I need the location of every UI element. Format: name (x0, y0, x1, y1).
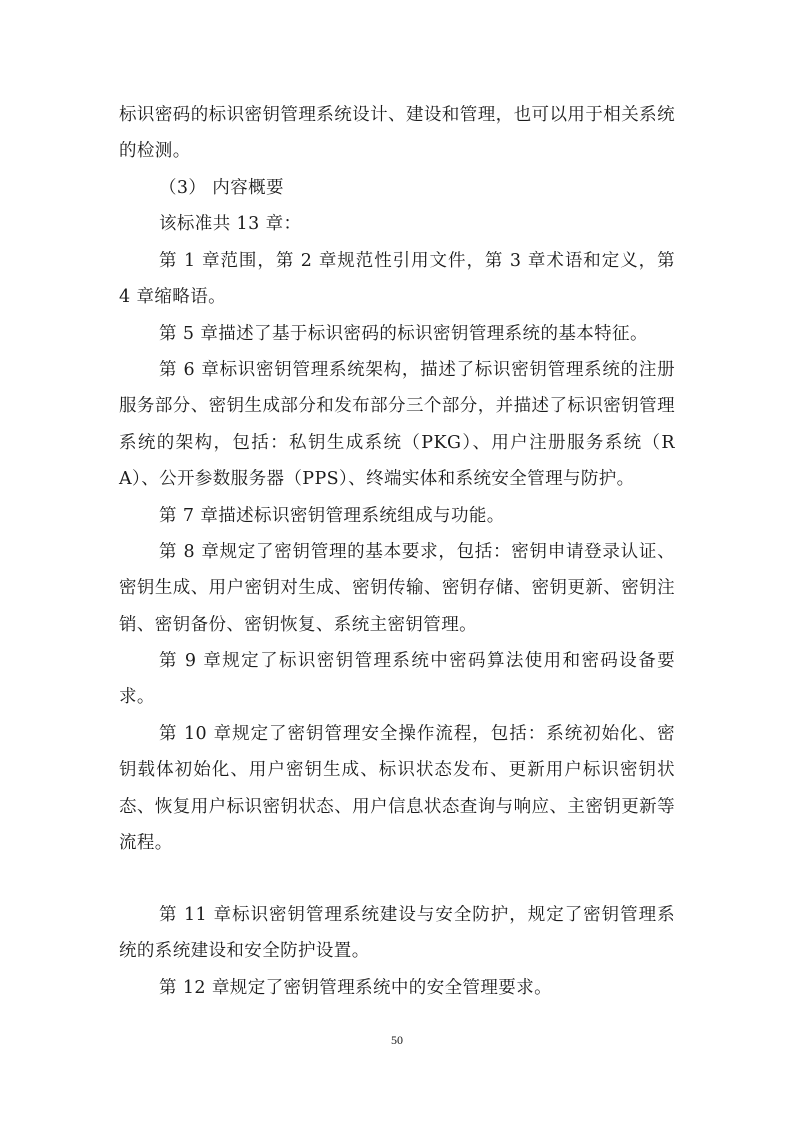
paragraph-chapter-10: 第 10 章规定了密钥管理安全操作流程，包括：系统初始化、密钥载体初始化、用户密钥生成、标识状态发布、更新用户标识密钥状态、恢复用户标识密钥状态、用户信息状态查询与响应、主密钥更新等流程。 (119, 724, 675, 854)
section-heading-content-summary: （3） 内容概要 (159, 178, 284, 198)
paragraph-chapters-1-4: 第 1 章范围，第 2 章规范性引用文件，第 3 章术语和定义，第 4 章缩略语。 (119, 251, 675, 308)
paragraph-chapter-11: 第 11 章标识密钥管理系统建设与安全防护，规定了密钥管理系统的系统建设和安全防护设置。 (119, 905, 675, 962)
paragraph-chapter-5: 第 5 章描述了基于标识密码的标识密钥管理系统的基本特征。 (159, 324, 648, 344)
paragraph-chapter-count: 该标准共 13 章： (159, 214, 302, 234)
paragraph-chapter-12: 第 12 章规定了密钥管理系统中的安全管理要求。 (159, 978, 552, 998)
paragraph-chapter-8: 第 8 章规定了密钥管理的基本要求，包括：密钥申请登录认证、密钥生成、用户密钥对生成、密钥传输、密钥存储、密钥更新、密钥注销、密钥备份、密钥恢复、系统主密钥管理。 (119, 542, 675, 635)
paragraph-chapter-7: 第 7 章描述标识密钥管理系统组成与功能。 (159, 506, 505, 526)
paragraph-chapter-6: 第 6 章标识密钥管理系统架构，描述了标识密钥管理系统的注册服务部分、密钥生成部分和发布部分三个部分，并描述了标识密钥管理系统的架构，包括：私钥生成系统（PKG）、用户注册服务系统（RA）、公开参数服务器（PPS）、终端实体和系统安全管理与防护。 (119, 360, 675, 490)
page-number: 50 (391, 1033, 403, 1047)
paragraph-chapter-9: 第 9 章规定了标识密钥管理系统中密码算法使用和密码设备要求。 (119, 651, 675, 708)
paragraph-continuation: 标识密码的标识密钥管理系统设计、建设和管理，也可以用于相关系统的检测。 (119, 105, 675, 162)
